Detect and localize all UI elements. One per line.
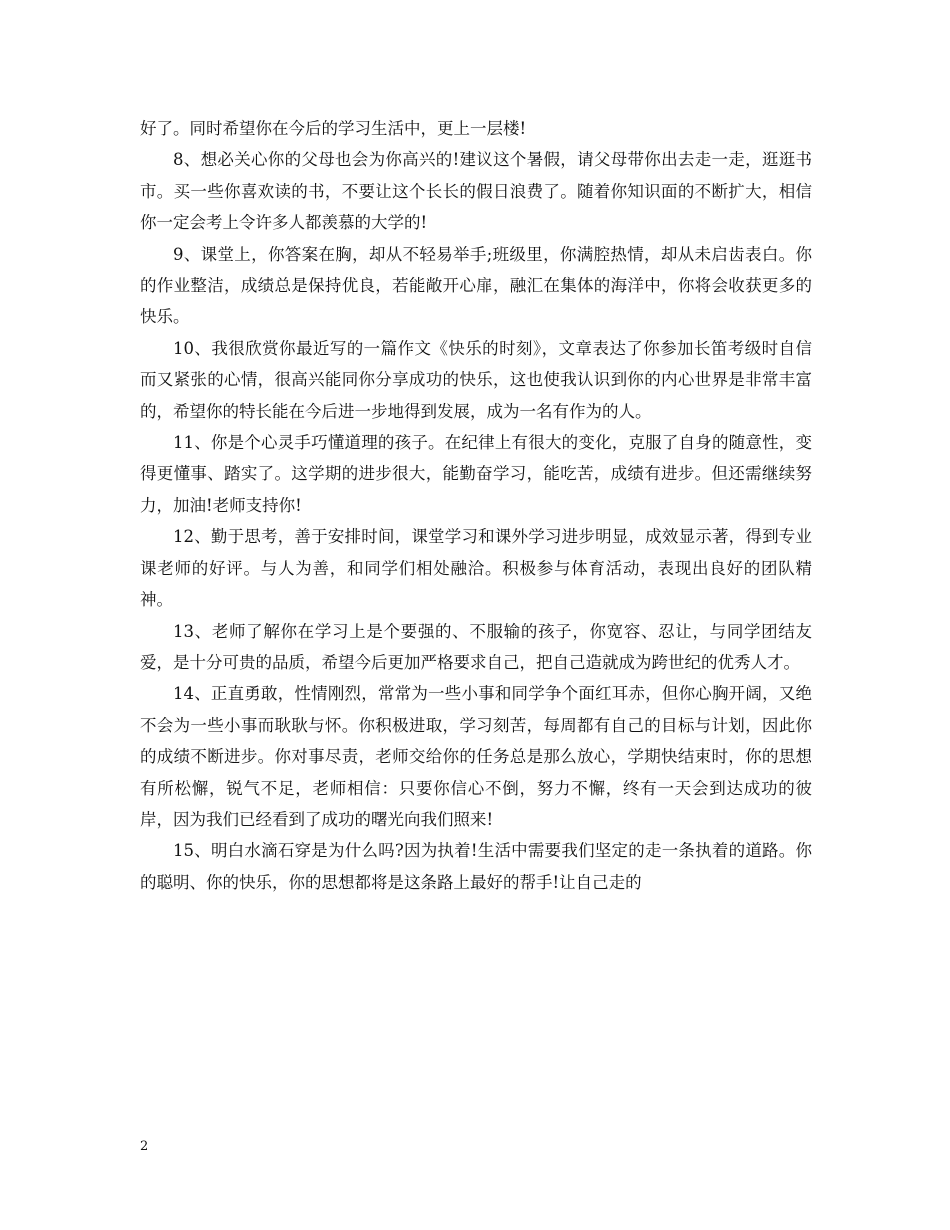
page-number: 2 — [140, 1139, 149, 1154]
document-body — [140, 113, 812, 898]
paragraph-continuation: 好了。同时希望你在今后的学习生活中，更上一层楼! — [140, 119, 527, 138]
paragraph-item-15: 15、明白水滴石穿是为什么吗?因为执着!生活中需要我们坚定的走一条执着的道路。你的聪明、你的快乐，你的思想都将是这条路上最好的帮手!让自己走的 — [140, 841, 812, 892]
paragraph-item-14: 14、正直勇敢，性情刚烈，常常为一些小事和同学争个面红耳赤，但你心胸开阔，又绝不会为一些小事而耿耿与怀。你积极进取，学习刻苦，每周都有自己的目标与计划，因此你的成绩不断进步。你对事尽责，老师交给你的任务总是那么放心，学期快结束时，你的思想有所松懈，锐气不足，老师相信：只要你信心不倒，努力不懈，终有一天会到达成功的彼岸，因为我们已经看到了成功的曙光向我们照来! — [140, 684, 812, 829]
paragraph-item-8: 8、想必关心你的父母也会为你高兴的!建议这个暑假，请父母带你出去走一走，逛逛书市。买一些你喜欢读的书，不要让这个长长的假日浪费了。随着你知识面的不断扩大，相信你一定会考上令许多人都羡慕的大学的! — [140, 150, 812, 233]
paragraph-item-10: 10、我很欣赏你最近写的一篇作文《快乐的时刻》，文章表达了你参加长笛考级时自信而又紧张的心情，很高兴能同你分享成功的快乐，这也使我认识到你的内心世界是非常丰富的，希望你的特长能在今后进一步地得到发展，成为一名有作为的人。 — [140, 338, 812, 421]
paragraph-item-11: 11、你是个心灵手巧懂道理的孩子。在纪律上有很大的变化，克服了自身的随意性，变得更懂事、踏实了。这学期的进步很大，能勤奋学习，能吃苦，成绩有进步。但还需继续努力，加油!老师支持你! — [140, 433, 812, 515]
paragraph-item-9: 9、课堂上，你答案在胸，却从不轻易举手;班级里，你满腔热情，却从未启齿表白。你的作业整洁，成绩总是保持优良，若能敞开心扉，融汇在集体的海洋中，你将会收获更多的快乐。 — [140, 244, 812, 327]
paragraph-item-13: 13、老师了解你在学习上是个要强的、不服输的孩子，你宽容、忍让，与同学团结友爱，是十分可贵的品质，希望今后更加严格要求自己，把自己造就成为跨世纪的优秀人才。 — [140, 621, 812, 672]
paragraph-item-12: 12、勤于思考，善于安排时间，课堂学习和课外学习进步明显，成效显示著，得到专业课老师的好评。与人为善，和同学们相处融洽。积极参与体育活动，表现出良好的团队精神。 — [140, 527, 812, 610]
